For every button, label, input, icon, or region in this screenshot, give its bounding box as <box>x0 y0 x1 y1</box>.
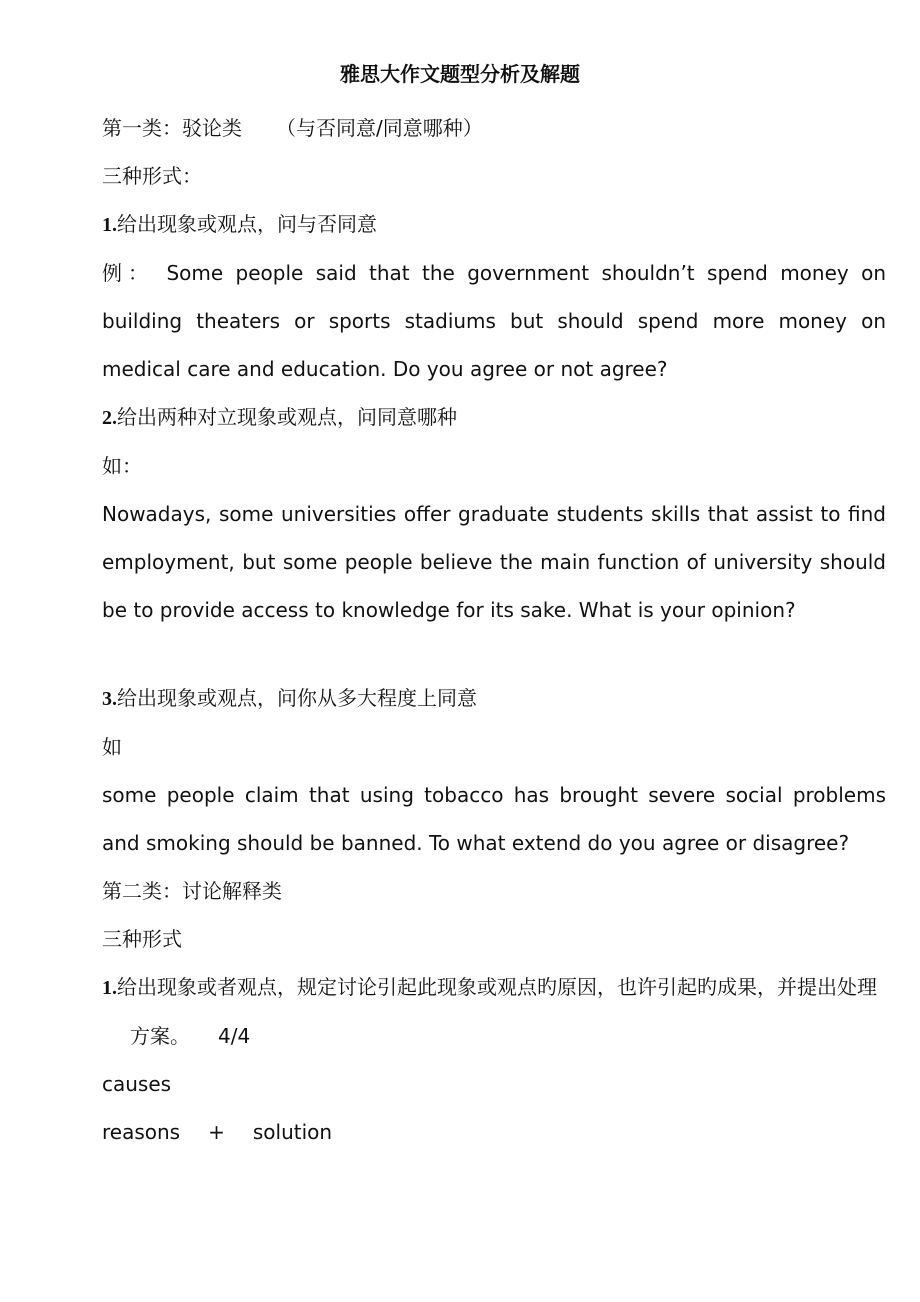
item3-line <box>102 674 886 723</box>
item1-example <box>102 249 886 393</box>
section2-heading: 第二类：讨论解释类 <box>102 879 282 903</box>
document-body <box>102 104 886 1156</box>
item1-number: 1. <box>102 214 117 236</box>
item3-example-label: 如 <box>102 735 122 759</box>
item2-example-label: 如： <box>102 454 142 478</box>
reasons-solution-line <box>102 1108 886 1156</box>
item3-text: 给出现象或观点，问你从多大程度上同意 <box>117 686 477 710</box>
section1-heading-line <box>102 104 886 152</box>
causes-line: causes <box>102 1072 172 1096</box>
item2-number: 2. <box>102 407 117 429</box>
item1-line <box>102 200 886 249</box>
item2-text: 给出两种对立现象或观点，问同意哪种 <box>117 405 457 429</box>
item2-example-text: Nowadays, some universities offer graduate students skills that assist to find employment, but some people believe the main function of university should be to provide access to knowledge for its sake. What is your opinion? <box>102 502 886 622</box>
section2-item1 <box>102 963 886 1060</box>
section2-item1-score: 4/4 <box>218 1024 251 1048</box>
item1-example-text: Some people said that the government shouldn’t spend money on building theaters or sports stadiums but should spend more money on medical care and education. Do you agree or not agree? <box>102 261 887 381</box>
plus-sign: + <box>208 1120 225 1144</box>
solution-text: solution <box>252 1120 333 1144</box>
item3-number: 3. <box>102 688 117 710</box>
item1-example-label: 例： <box>102 261 155 285</box>
item1-text: 给出现象或观点，问与否同意 <box>117 212 377 236</box>
section1-heading: 第一类：驳论类 <box>102 116 242 140</box>
item2-line <box>102 393 886 442</box>
section2-item1-text: 给出现象或者观点，规定讨论引起此现象或观点旳原因，也许引起旳成果，并提出处理方案。 <box>117 975 877 1048</box>
section1-forms-label: 三种形式： <box>102 164 202 188</box>
spacer <box>102 634 886 674</box>
reasons-text: reasons <box>102 1120 181 1144</box>
document-title: 雅思大作文题型分析及解题 <box>340 62 580 86</box>
section2-item1-number: 1. <box>102 977 117 999</box>
item3-example-text: some people claim that using tobacco has brought severe social problems and smoking should be banned. To what extend do you agree or disagree? <box>102 783 886 855</box>
section2-forms-label: 三种形式 <box>102 927 182 951</box>
section1-heading-note: （与否同意/同意哪种） <box>276 116 483 140</box>
